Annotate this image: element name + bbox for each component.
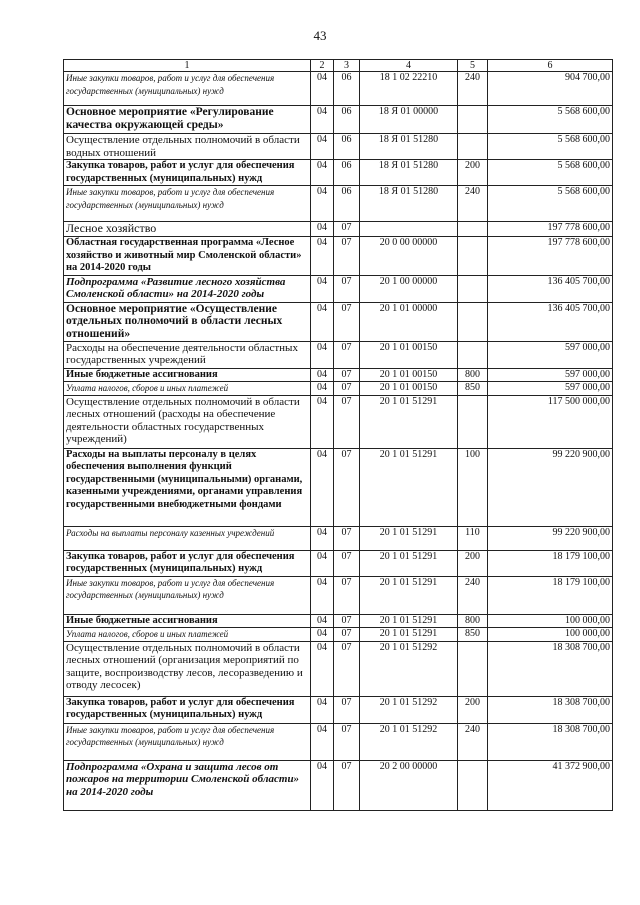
- row-section-cell: 04: [311, 222, 334, 237]
- row-expense-type-cell: [458, 641, 488, 696]
- table-row: [64, 106, 613, 134]
- row-expense-type-cell: [458, 275, 488, 302]
- row-name-cell: Иные бюджетные ассигнования: [64, 368, 311, 382]
- row-expense-type-cell: [458, 222, 488, 237]
- row-subsection-cell: 07: [334, 576, 360, 614]
- table-row: [64, 448, 613, 526]
- row-name-cell: Основное мероприятие «Осуществление отдельных полномочий в области лесных отношений»: [64, 302, 311, 341]
- row-expense-type-cell: 240: [458, 186, 488, 222]
- row-amount-cell: 5 568 600,00: [488, 186, 613, 222]
- row-subsection-cell: 07: [334, 526, 360, 550]
- row-target-article-cell: 18 Я 01 51280: [360, 134, 458, 160]
- row-expense-type-cell: [458, 395, 488, 448]
- row-name-cell: Закупка товаров, работ и услуг для обеспечения государственных (муниципальных) нужд: [64, 696, 311, 723]
- header-cell: 6: [488, 60, 613, 72]
- row-expense-type-cell: 240: [458, 72, 488, 106]
- table-row: [64, 614, 613, 628]
- row-section-cell: 04: [311, 760, 334, 810]
- row-subsection-cell: 07: [334, 222, 360, 237]
- row-target-article-cell: 20 1 01 51291: [360, 614, 458, 628]
- table-row: [64, 368, 613, 382]
- row-expense-type-cell: [458, 341, 488, 368]
- table-row: [64, 134, 613, 160]
- row-target-article-cell: 20 1 01 00150: [360, 368, 458, 382]
- row-amount-cell: 18 179 100,00: [488, 576, 613, 614]
- table-row: [64, 526, 613, 550]
- row-section-cell: 04: [311, 550, 334, 576]
- row-expense-type-cell: 200: [458, 696, 488, 723]
- row-name-cell: Осуществление отдельных полномочий в области лесных отношений (организация мероприятий по защите, воспроизводству лесов, лесоразведению и отводу лесосек): [64, 641, 311, 696]
- row-target-article-cell: 20 1 01 51291: [360, 576, 458, 614]
- row-expense-type-cell: [458, 760, 488, 810]
- table-row: [64, 696, 613, 723]
- row-expense-type-cell: [458, 106, 488, 134]
- table-row: [64, 641, 613, 696]
- row-subsection-cell: 07: [334, 341, 360, 368]
- row-section-cell: 04: [311, 723, 334, 760]
- header-cell: 4: [360, 60, 458, 72]
- row-amount-cell: 136 405 700,00: [488, 275, 613, 302]
- row-expense-type-cell: 800: [458, 368, 488, 382]
- row-section-cell: 04: [311, 302, 334, 341]
- row-section-cell: 04: [311, 641, 334, 696]
- row-subsection-cell: 07: [334, 368, 360, 382]
- header-cell: 2: [311, 60, 334, 72]
- row-target-article-cell: 18 Я 01 51280: [360, 186, 458, 222]
- row-name-cell: Основное мероприятие «Регулирование качества окружающей среды»: [64, 106, 311, 134]
- row-section-cell: 04: [311, 186, 334, 222]
- table-header-row: [64, 60, 613, 72]
- row-name-cell: Закупка товаров, работ и услуг для обеспечения государственных (муниципальных) нужд: [64, 160, 311, 186]
- row-subsection-cell: 07: [334, 550, 360, 576]
- row-section-cell: 04: [311, 237, 334, 276]
- row-name-cell: Иные закупки товаров, работ и услуг для обеспечения государственных (муниципальных) нужд: [64, 72, 311, 106]
- row-name-cell: Осуществление отдельных полномочий в области водных отношений: [64, 134, 311, 160]
- row-target-article-cell: 20 1 01 51291: [360, 395, 458, 448]
- row-name-cell: Иные закупки товаров, работ и услуг для обеспечения государственных (муниципальных) нужд: [64, 186, 311, 222]
- row-amount-cell: 100 000,00: [488, 614, 613, 628]
- row-target-article-cell: 18 Я 01 51280: [360, 160, 458, 186]
- row-amount-cell: 597 000,00: [488, 341, 613, 368]
- header-cell: 5: [458, 60, 488, 72]
- page-number: 43: [313, 28, 327, 43]
- row-section-cell: 04: [311, 341, 334, 368]
- row-amount-cell: 100 000,00: [488, 628, 613, 642]
- row-subsection-cell: 07: [334, 275, 360, 302]
- row-section-cell: 04: [311, 134, 334, 160]
- row-subsection-cell: 06: [334, 186, 360, 222]
- row-expense-type-cell: 240: [458, 576, 488, 614]
- row-amount-cell: 18 179 100,00: [488, 550, 613, 576]
- row-expense-type-cell: 200: [458, 160, 488, 186]
- row-amount-cell: 18 308 700,00: [488, 641, 613, 696]
- row-expense-type-cell: [458, 134, 488, 160]
- row-expense-type-cell: 240: [458, 723, 488, 760]
- row-subsection-cell: 07: [334, 237, 360, 276]
- row-amount-cell: 5 568 600,00: [488, 134, 613, 160]
- row-expense-type-cell: 100: [458, 448, 488, 526]
- row-name-cell: Иные закупки товаров, работ и услуг для обеспечения государственных (муниципальных) нужд: [64, 576, 311, 614]
- row-target-article-cell: 20 1 01 51291: [360, 628, 458, 642]
- row-subsection-cell: 07: [334, 395, 360, 448]
- row-name-cell: Расходы на обеспечение деятельности областных государственных учреждений: [64, 341, 311, 368]
- row-subsection-cell: 07: [334, 696, 360, 723]
- row-subsection-cell: 07: [334, 448, 360, 526]
- row-subsection-cell: 06: [334, 160, 360, 186]
- row-name-cell: Расходы на выплаты персоналу казенных учреждений: [64, 526, 311, 550]
- row-amount-cell: 41 372 900,00: [488, 760, 613, 810]
- row-subsection-cell: 06: [334, 72, 360, 106]
- row-section-cell: 04: [311, 576, 334, 614]
- row-target-article-cell: 20 1 00 00000: [360, 275, 458, 302]
- row-target-article-cell: 20 0 00 00000: [360, 237, 458, 276]
- row-amount-cell: 99 220 900,00: [488, 448, 613, 526]
- row-target-article-cell: 20 1 01 51291: [360, 550, 458, 576]
- row-amount-cell: 597 000,00: [488, 368, 613, 382]
- row-subsection-cell: 07: [334, 760, 360, 810]
- row-name-cell: Подпрограмма «Охрана и защита лесов от пожаров на территории Смоленской области» на 2014-2020 годы: [64, 760, 311, 810]
- row-target-article-cell: 20 1 01 00150: [360, 341, 458, 368]
- row-section-cell: 04: [311, 72, 334, 106]
- row-name-cell: Лесное хозяйство: [64, 222, 311, 237]
- table-row: [64, 550, 613, 576]
- row-name-cell: Подпрограмма «Развитие лесного хозяйства Смоленской области» на 2014-2020 годы: [64, 275, 311, 302]
- row-amount-cell: 18 308 700,00: [488, 723, 613, 760]
- row-name-cell: Осуществление отдельных полномочий в области лесных отношений (расходы на обеспечение деятельности областных государственных учреждений): [64, 395, 311, 448]
- row-expense-type-cell: 200: [458, 550, 488, 576]
- row-target-article-cell: 20 1 01 00000: [360, 302, 458, 341]
- row-section-cell: 04: [311, 448, 334, 526]
- row-section-cell: 04: [311, 160, 334, 186]
- row-expense-type-cell: [458, 302, 488, 341]
- row-name-cell: Иные бюджетные ассигнования: [64, 614, 311, 628]
- row-subsection-cell: 07: [334, 641, 360, 696]
- row-amount-cell: 197 778 600,00: [488, 222, 613, 237]
- row-name-cell: Уплата налогов, сборов и иных платежей: [64, 382, 311, 396]
- row-name-cell: Областная государственная программа «Лесное хозяйство и животный мир Смоленской области» на 2014-2020 годы: [64, 237, 311, 276]
- table-row: [64, 302, 613, 341]
- row-expense-type-cell: 800: [458, 614, 488, 628]
- row-amount-cell: 197 778 600,00: [488, 237, 613, 276]
- row-subsection-cell: 07: [334, 723, 360, 760]
- row-subsection-cell: 07: [334, 302, 360, 341]
- row-section-cell: 04: [311, 614, 334, 628]
- row-section-cell: 04: [311, 106, 334, 134]
- row-subsection-cell: 06: [334, 134, 360, 160]
- row-name-cell: Расходы на выплаты персоналу в целях обеспечения выполнения функций государственными (муниципальными) органами, казенными учреждениями, органами управления государственными внебюджетными фондами: [64, 448, 311, 526]
- row-section-cell: 04: [311, 696, 334, 723]
- row-section-cell: 04: [311, 395, 334, 448]
- row-amount-cell: 5 568 600,00: [488, 106, 613, 134]
- table-row: [64, 576, 613, 614]
- table-row: [64, 237, 613, 276]
- header-cell: 1: [64, 60, 311, 72]
- row-subsection-cell: 07: [334, 382, 360, 396]
- row-target-article-cell: 20 1 01 51291: [360, 448, 458, 526]
- table-row: [64, 628, 613, 642]
- row-target-article-cell: 18 1 02 22210: [360, 72, 458, 106]
- table-row: [64, 72, 613, 106]
- row-target-article-cell: 18 Я 01 00000: [360, 106, 458, 134]
- row-amount-cell: 99 220 900,00: [488, 526, 613, 550]
- row-amount-cell: 136 405 700,00: [488, 302, 613, 341]
- table-row: [64, 723, 613, 760]
- row-section-cell: 04: [311, 382, 334, 396]
- row-subsection-cell: 07: [334, 628, 360, 642]
- row-expense-type-cell: [458, 237, 488, 276]
- row-section-cell: 04: [311, 628, 334, 642]
- row-amount-cell: 904 700,00: [488, 72, 613, 106]
- row-section-cell: 04: [311, 526, 334, 550]
- row-subsection-cell: 07: [334, 614, 360, 628]
- table-row: [64, 222, 613, 237]
- row-expense-type-cell: 850: [458, 628, 488, 642]
- row-target-article-cell: 20 1 01 51291: [360, 526, 458, 550]
- table-row: [64, 760, 613, 810]
- row-expense-type-cell: 110: [458, 526, 488, 550]
- table-row: [64, 382, 613, 396]
- row-amount-cell: 117 500 000,00: [488, 395, 613, 448]
- row-target-article-cell: 20 2 00 00000: [360, 760, 458, 810]
- row-amount-cell: 597 000,00: [488, 382, 613, 396]
- table-row: [64, 395, 613, 448]
- row-name-cell: Иные закупки товаров, работ и услуг для обеспечения государственных (муниципальных) нужд: [64, 723, 311, 760]
- row-target-article-cell: [360, 222, 458, 237]
- table-row: [64, 160, 613, 186]
- table-row: [64, 341, 613, 368]
- table-row: [64, 186, 613, 222]
- row-subsection-cell: 06: [334, 106, 360, 134]
- budget-table: [63, 59, 613, 811]
- row-expense-type-cell: 850: [458, 382, 488, 396]
- row-amount-cell: 18 308 700,00: [488, 696, 613, 723]
- row-section-cell: 04: [311, 368, 334, 382]
- row-target-article-cell: 20 1 01 51292: [360, 641, 458, 696]
- row-name-cell: Уплата налогов, сборов и иных платежей: [64, 628, 311, 642]
- row-target-article-cell: 20 1 01 51292: [360, 723, 458, 760]
- row-target-article-cell: 20 1 01 00150: [360, 382, 458, 396]
- table-row: [64, 275, 613, 302]
- row-section-cell: 04: [311, 275, 334, 302]
- row-amount-cell: 5 568 600,00: [488, 160, 613, 186]
- row-target-article-cell: 20 1 01 51292: [360, 696, 458, 723]
- header-cell: 3: [334, 60, 360, 72]
- row-name-cell: Закупка товаров, работ и услуг для обеспечения государственных (муниципальных) нужд: [64, 550, 311, 576]
